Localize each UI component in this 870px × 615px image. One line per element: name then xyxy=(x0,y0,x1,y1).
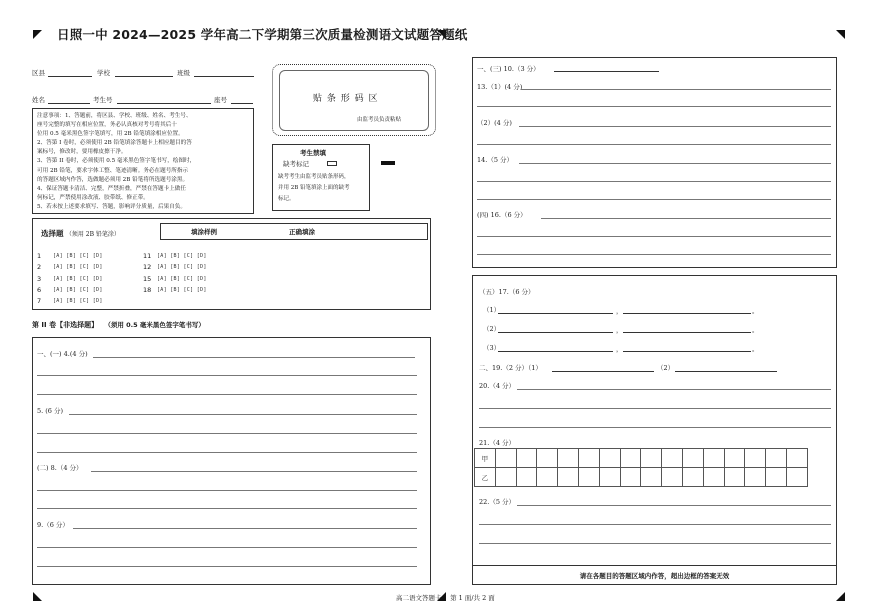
answer-line[interactable] xyxy=(479,427,831,428)
answer-line[interactable] xyxy=(517,389,831,390)
notice-line: 案标号，修改时，要用橡皮擦干净。 xyxy=(37,149,127,156)
question-21-grid[interactable] xyxy=(474,448,808,487)
timing-mark xyxy=(381,161,395,165)
choice-bubbles[interactable]: [A] [B] [C] [D] xyxy=(157,253,207,259)
grid-cell[interactable] xyxy=(724,468,745,487)
question-19-label: 二、19.（2 分）（1） xyxy=(479,364,542,372)
question-9-label: 9.（6 分） xyxy=(37,521,69,529)
grid-cell[interactable] xyxy=(516,449,537,468)
answer-line[interactable] xyxy=(477,106,831,107)
notice-line: 3、答第 II 卷时，必须使用 0.5 毫米黑色签字笔书写，绘图时， xyxy=(37,158,196,165)
comma: ， xyxy=(616,345,623,353)
question-17-label: （五）17.（6 分） xyxy=(479,288,535,296)
grid-cell[interactable] xyxy=(537,468,558,487)
answer-line[interactable] xyxy=(93,357,415,358)
answer-box-left xyxy=(32,337,431,585)
choice-bubbles[interactable]: [A] [B] [C] [D] xyxy=(53,264,103,270)
question-10-label: 一、(三) 10.（3 分） xyxy=(477,65,540,73)
notice-line: 4、保证答题卡清洁、完整，严禁折叠，严禁在答题卡上做任 xyxy=(37,185,186,192)
grid-cell[interactable] xyxy=(578,468,599,487)
notice-line: 注意事项：1、答题前，将区县、学校、班级、姓名、考生号、 xyxy=(37,113,192,119)
question-5-label: 5. (6 分) xyxy=(37,407,64,415)
comma: ， xyxy=(616,326,623,334)
answer-box-right-top xyxy=(472,57,837,268)
footer-warning: 请在各题目的答题区域内作答，超出边框的答案无效 xyxy=(579,572,730,580)
fill-example-box xyxy=(160,223,428,240)
answer-line[interactable] xyxy=(37,433,417,434)
exam-id-field[interactable] xyxy=(117,103,211,104)
class-field[interactable] xyxy=(194,76,254,77)
notice-line: 可用 2B 铅笔，要求字体工整、笔迹清晰。务必在题号所指示 xyxy=(37,167,189,174)
part2-title: 第 II 卷【非选择题】 xyxy=(32,321,99,329)
grid-row-yi xyxy=(475,468,808,487)
answer-line[interactable] xyxy=(519,163,831,164)
answer-line[interactable] xyxy=(477,254,831,255)
grid-cell[interactable] xyxy=(599,449,620,468)
answer-line[interactable] xyxy=(479,524,831,525)
answer-line[interactable] xyxy=(498,332,613,333)
answer-line[interactable] xyxy=(552,371,654,372)
question-14-label: 14.（5 分） xyxy=(477,156,514,164)
answer-box-right-bottom xyxy=(472,275,837,585)
answer-line[interactable] xyxy=(37,490,417,491)
choice-num: 6 xyxy=(37,286,42,294)
answer-line[interactable] xyxy=(73,528,417,529)
answer-line[interactable] xyxy=(498,351,613,352)
grid-cell[interactable] xyxy=(599,468,620,487)
answer-line[interactable] xyxy=(521,89,831,90)
choice-num: 18 xyxy=(143,286,152,294)
choice-num: 3 xyxy=(37,275,42,283)
corner-mark-bottom-right xyxy=(836,592,845,601)
grid-cell[interactable] xyxy=(558,468,579,487)
answer-line[interactable] xyxy=(479,543,831,544)
period: 。 xyxy=(752,307,759,315)
question-19-2-label: （2） xyxy=(657,364,675,372)
fill-example-label: 填涂样例 xyxy=(191,228,217,236)
part2-note: （须用 0.5 毫米黑色签字笔书写） xyxy=(104,321,205,329)
answer-line[interactable] xyxy=(37,452,417,453)
grid-cell[interactable] xyxy=(641,468,662,487)
grid-cell[interactable] xyxy=(682,449,703,468)
grid-cell[interactable] xyxy=(558,449,579,468)
question-17-3-label: （3） xyxy=(483,344,501,352)
notice-box xyxy=(32,108,254,214)
absent-title: 考生禁填 xyxy=(300,149,326,157)
page-footer: 高二语文答题卡 第 1 面/共 2 面 xyxy=(396,594,495,602)
choice-bubbles[interactable]: [A] [B] [C] [D] xyxy=(157,276,207,282)
question-17-1-label: （1） xyxy=(483,306,501,314)
question-8-label: (二) 8.（4 分） xyxy=(37,464,83,472)
grid-cell[interactable] xyxy=(578,449,599,468)
notice-line: 位用 0.5 毫米黑色签字笔填写，用 2B 铅笔填涂相应位置。 xyxy=(37,131,184,138)
absent-desc-line: 并用 2B 铅笔填涂上面的缺考 xyxy=(278,185,350,191)
notice-line: 何标记，严禁使用涂改液、胶带纸、修正带。 xyxy=(37,194,149,201)
grid-cell[interactable] xyxy=(745,468,766,487)
corner-mark-top-left xyxy=(33,30,42,39)
answer-line[interactable] xyxy=(477,236,831,237)
answer-line[interactable] xyxy=(519,126,831,127)
grid-cell[interactable] xyxy=(662,468,683,487)
answer-line[interactable] xyxy=(477,181,831,182)
question-21-label: 21.（4 分） xyxy=(479,439,516,447)
choice-num: 2 xyxy=(37,263,42,271)
absent-box xyxy=(272,144,370,211)
answer-line[interactable] xyxy=(477,199,831,200)
answer-line[interactable] xyxy=(541,218,831,219)
grid-cell[interactable] xyxy=(495,449,516,468)
choice-num: 12 xyxy=(143,263,152,271)
seat-label: 座号 xyxy=(214,96,227,104)
choice-bubbles[interactable]: [A] [B] [C] [D] xyxy=(157,287,207,293)
answer-line[interactable] xyxy=(554,71,659,72)
corner-mark-bottom-left xyxy=(33,592,42,601)
choice-note: （须用 2B 铅笔涂） xyxy=(65,231,120,238)
grid-cell[interactable] xyxy=(786,468,807,487)
page-title: 日照一中 2024—2025 学年高二下学期第三次质量检测语文试题答题纸 xyxy=(57,27,468,42)
answer-line[interactable] xyxy=(479,408,831,409)
grid-cell[interactable] xyxy=(620,468,641,487)
barcode-zone xyxy=(272,64,436,136)
grid-row-label: 甲 xyxy=(475,449,496,468)
question-13b-label: （2）(4 分) xyxy=(477,119,512,127)
grid-cell[interactable] xyxy=(786,449,807,468)
grid-cell[interactable] xyxy=(537,449,558,468)
question-13-label: 13.（1）(4 分) xyxy=(477,83,523,91)
district-field[interactable] xyxy=(48,76,92,77)
answer-line[interactable] xyxy=(623,313,751,314)
footer-warning-bar xyxy=(473,565,836,584)
class-label: 班级 xyxy=(177,69,190,77)
notice-line: 5、若未按上述要求填写、答题，影响评分质量，后果自负。 xyxy=(37,203,186,210)
grid-cell[interactable] xyxy=(766,449,787,468)
choice-heading xyxy=(41,228,120,239)
grid-cell[interactable] xyxy=(516,468,537,487)
grid-cell[interactable] xyxy=(745,449,766,468)
answer-line[interactable] xyxy=(498,313,613,314)
barcode-title: 贴 条 形 码 区 xyxy=(313,94,379,104)
absent-desc-line: 标记。 xyxy=(278,196,295,202)
grid-row-jia xyxy=(475,449,808,468)
answer-line[interactable] xyxy=(37,566,417,567)
choice-bubbles[interactable]: [A] [B] [C] [D] xyxy=(53,253,103,259)
school-field[interactable] xyxy=(115,76,173,77)
answer-line[interactable] xyxy=(91,471,417,472)
notice-line: 座号完整的填写在相应位置，务必认真核对考号将其后十 xyxy=(37,122,177,129)
question-4-label: 一、(一) 4.(4 分) xyxy=(37,350,88,358)
grid-cell[interactable] xyxy=(703,468,724,487)
grid-cell[interactable] xyxy=(724,449,745,468)
absent-desc xyxy=(278,172,350,205)
corner-mark-top-right xyxy=(836,30,845,39)
choice-num: 11 xyxy=(143,252,152,260)
part2-heading xyxy=(32,320,205,330)
period: 。 xyxy=(752,326,759,334)
period: 。 xyxy=(752,345,759,353)
notice-line: 的答题区域内作答，选做题必须用 2B 铅笔将所选题号涂黑。 xyxy=(37,176,189,183)
grid-row-label: 乙 xyxy=(475,468,496,487)
question-17-2-label: （2） xyxy=(483,325,501,333)
grid-cell[interactable] xyxy=(682,468,703,487)
choice-bubbles[interactable]: [A] [B] [C] [D] xyxy=(53,276,103,282)
grid-cell[interactable] xyxy=(620,449,641,468)
grid-cell[interactable] xyxy=(641,449,662,468)
question-16-label: (四) 16.（6 分） xyxy=(477,211,527,219)
absent-mark-label: 缺考标记 xyxy=(283,160,309,168)
notice-line: 2、答第 I 卷时，必须使用 2B 铅笔填涂答题卡上相应题目的答 xyxy=(37,140,192,147)
exam-id-label: 考生号 xyxy=(93,96,113,104)
question-22-label: 22.（5 分） xyxy=(479,498,516,506)
choice-num: 15 xyxy=(143,275,152,283)
correct-fill-label: 正确填涂 xyxy=(289,228,315,236)
choice-bubbles[interactable]: [A] [B] [C] [D] xyxy=(157,264,207,270)
answer-line[interactable] xyxy=(675,371,777,372)
answer-line[interactable] xyxy=(477,144,831,145)
answer-line[interactable] xyxy=(517,505,831,506)
name-field[interactable] xyxy=(48,103,90,104)
choice-num: 1 xyxy=(37,252,42,260)
choice-section xyxy=(32,218,431,310)
grid-cell[interactable] xyxy=(495,468,516,487)
answer-line[interactable] xyxy=(37,547,417,548)
answer-line[interactable] xyxy=(37,375,417,376)
grid-cell[interactable] xyxy=(662,449,683,468)
district-label: 区县 xyxy=(32,69,45,77)
school-label: 学校 xyxy=(97,69,110,77)
question-20-label: 20.（4 分） xyxy=(479,382,516,390)
answer-line[interactable] xyxy=(37,394,417,395)
absent-mark-checkbox[interactable] xyxy=(327,161,337,166)
name-label: 姓名 xyxy=(32,96,45,104)
answer-line[interactable] xyxy=(623,351,751,352)
barcode-note: 由监考员负责粘贴 xyxy=(357,117,402,123)
seat-field[interactable] xyxy=(231,103,253,104)
answer-line[interactable] xyxy=(623,332,751,333)
answer-line[interactable] xyxy=(37,508,417,509)
answer-line[interactable] xyxy=(69,414,417,415)
choice-num: 7 xyxy=(37,297,42,305)
choice-title: 选择题 xyxy=(41,229,64,238)
grid-cell[interactable] xyxy=(703,449,724,468)
absent-desc-line: 缺考考生由监考员贴条形码， xyxy=(278,174,350,180)
grid-cell[interactable] xyxy=(766,468,787,487)
choice-bubbles[interactable]: [A] [B] [C] [D] xyxy=(53,298,103,304)
comma: ， xyxy=(616,307,623,315)
choice-bubbles[interactable]: [A] [B] [C] [D] xyxy=(53,287,103,293)
